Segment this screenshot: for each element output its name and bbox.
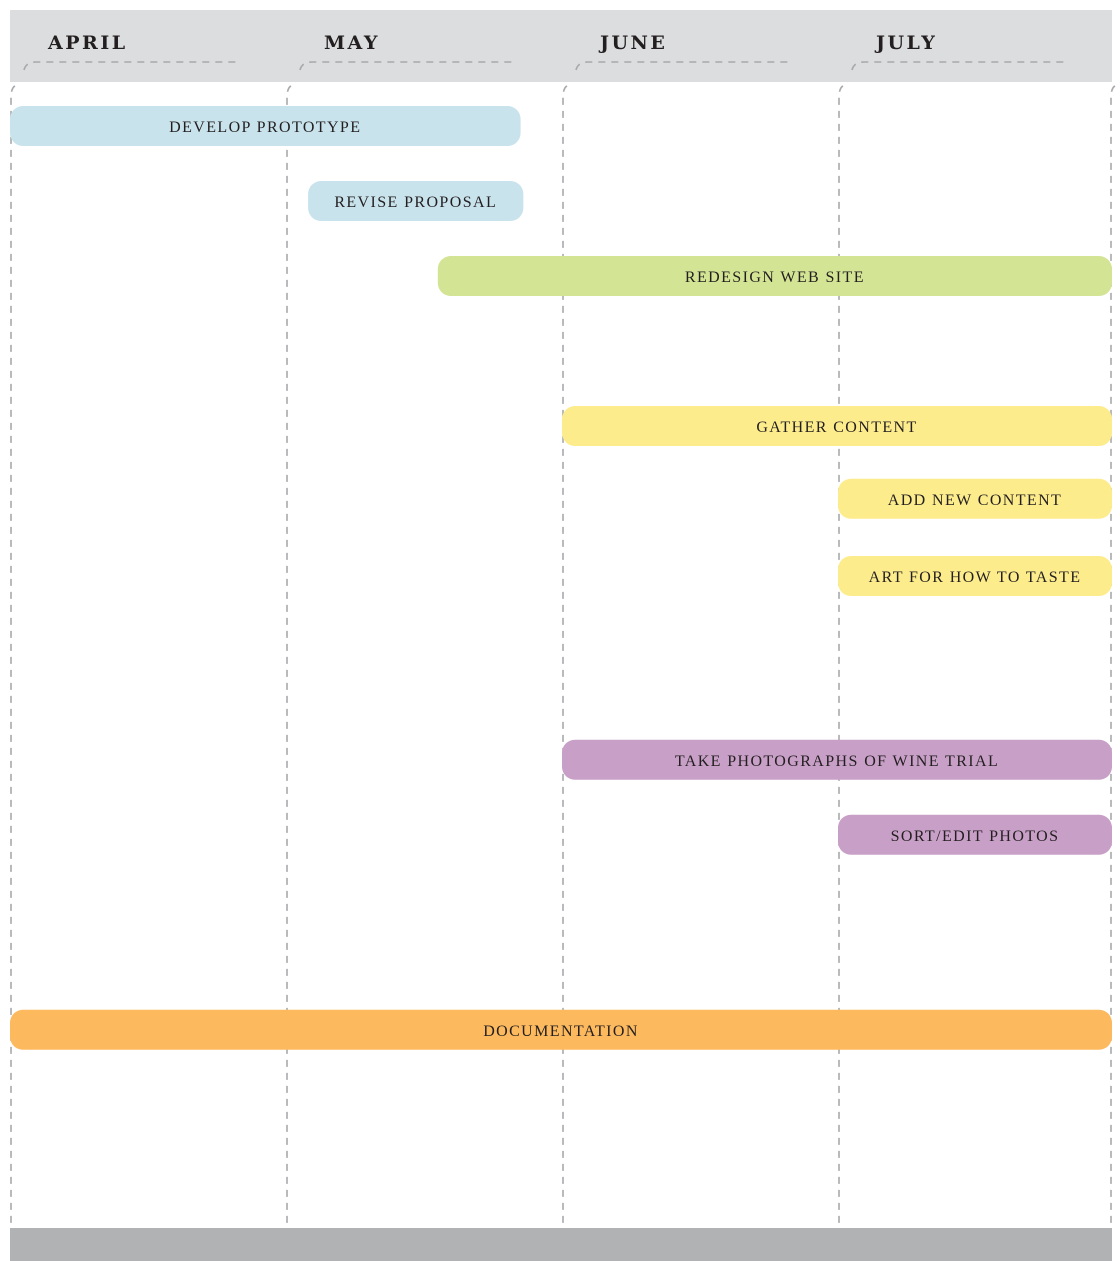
task-label: DOCUMENTATION: [483, 1022, 639, 1040]
footer-bar: [10, 1228, 1112, 1261]
task-bar: [838, 815, 1112, 855]
month-label-april: APRIL: [48, 32, 128, 54]
task-bar: [438, 256, 1112, 296]
month-gridline: [287, 86, 291, 1228]
task-label: REDESIGN WEB SITE: [684, 269, 865, 286]
task-bar: [10, 1010, 1112, 1050]
month-label-may: MAY: [324, 32, 380, 54]
task-label: ADD NEW CONTENT: [887, 491, 1063, 509]
task-bar: [308, 181, 523, 221]
task-label: ART FOR HOW TO TASTE: [868, 569, 1082, 586]
task-label: GATHER CONTENT: [756, 419, 918, 436]
month-gridline: [11, 86, 15, 1228]
header-band: [10, 10, 1112, 82]
task-bar: [562, 406, 1112, 446]
task-label: SORT/EDIT PHOTOS: [890, 827, 1060, 845]
task-bar: [10, 106, 521, 146]
month-label-july: JULY: [876, 32, 938, 54]
task-bar: [838, 479, 1112, 519]
month-label-june: JUNE: [600, 32, 668, 54]
month-gridline: [1111, 86, 1115, 1228]
task-label: REVISE PROPOSAL: [334, 194, 498, 211]
task-label: DEVELOP PROTOTYPE: [169, 119, 362, 136]
task-label: TAKE PHOTOGRAPHS OF WINE TRIAL: [674, 752, 1000, 770]
task-bar: [838, 556, 1112, 596]
task-bar: [562, 740, 1112, 780]
